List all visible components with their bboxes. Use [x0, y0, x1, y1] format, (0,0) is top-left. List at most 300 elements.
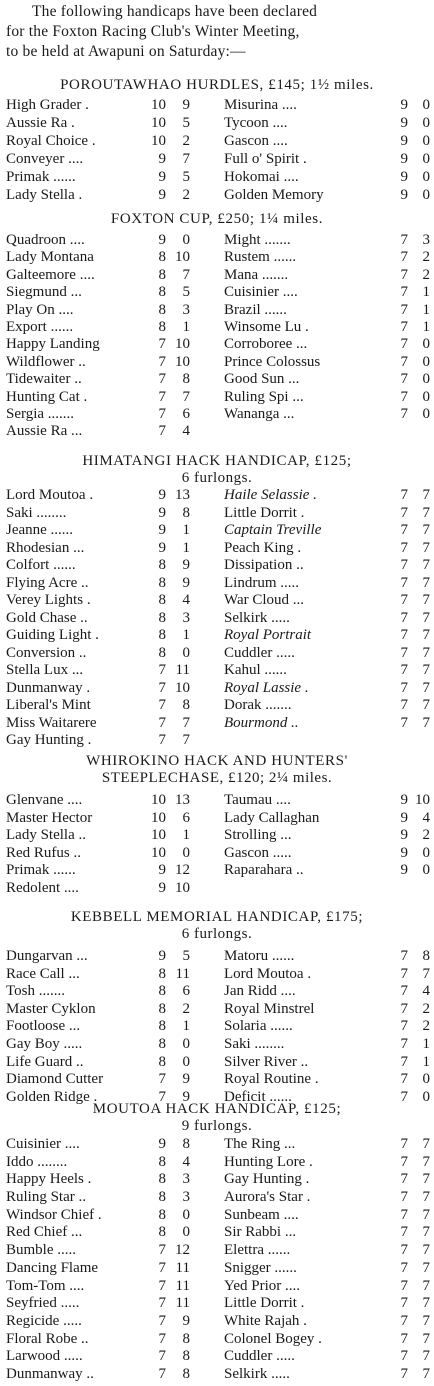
horse-name: Primak ...... — [6, 862, 76, 878]
handicap-row — [6, 1224, 434, 1242]
weight-pounds: 1 — [422, 1053, 430, 1070]
weight-pounds: 7 — [422, 539, 430, 556]
handicap-row — [6, 1278, 434, 1296]
handicap-row — [6, 983, 434, 1001]
horse-name: Taumau .... — [224, 792, 291, 808]
weight-stones: 8 — [158, 609, 166, 626]
horse-name: Lindrum ..... — [224, 574, 299, 591]
section-title: WHIROKINO HACK AND HUNTERS' — [86, 753, 348, 769]
weight-stones: 10 — [151, 809, 166, 826]
horse-name: Solaria ...... — [224, 1018, 293, 1035]
weight-stones: 9 — [158, 187, 166, 203]
weight-stones: 7 — [400, 1365, 408, 1382]
horse-name: Tosh ....... — [6, 983, 65, 1000]
weight-stones: 7 — [158, 1312, 166, 1329]
handicap-row — [6, 1207, 434, 1225]
handicap-row — [6, 1260, 434, 1278]
horse-name: Footloose ... — [6, 1018, 81, 1035]
handicap-row — [6, 810, 434, 828]
weight-stones: 7 — [158, 353, 166, 370]
horse-name: Lady Stella .. — [6, 827, 86, 843]
weight-pounds: 7 — [422, 1153, 430, 1170]
handicap-row — [6, 232, 434, 249]
weight-stones: 9 — [158, 879, 166, 896]
weight-pounds: 7 — [422, 557, 430, 573]
horse-name: Aussie Ra . — [6, 115, 75, 131]
handicap-row — [6, 96, 434, 114]
horse-name: Strolling ... — [224, 827, 292, 843]
weight-stones: 10 — [151, 97, 166, 113]
section-subtitle: 6 furlongs. — [181, 926, 253, 942]
weight-pounds: 1 — [182, 627, 190, 643]
weight-stones: 7 — [400, 249, 408, 266]
weight-stones: 8 — [158, 965, 166, 982]
weight-pounds: 0 — [182, 232, 190, 248]
weight-stones: 7 — [158, 1088, 166, 1105]
weight-pounds: 9 — [182, 557, 190, 573]
handicap-list — [6, 232, 434, 441]
handicap-row — [6, 249, 434, 266]
weight-pounds: 8 — [182, 371, 190, 388]
weight-stones: 9 — [400, 809, 408, 826]
weight-pounds: 7 — [182, 388, 190, 405]
weight-stones: 7 — [400, 1259, 408, 1276]
weight-pounds: 10 — [175, 249, 190, 266]
weight-stones: 8 — [158, 318, 166, 335]
horse-name: Redolent .... — [6, 879, 79, 896]
weight-pounds: 8 — [182, 504, 190, 521]
weight-pounds: 2 — [182, 133, 190, 149]
weight-stones: 7 — [400, 983, 408, 1000]
horse-name: Ruling Star .. — [6, 1189, 87, 1206]
handicap-row — [6, 389, 434, 406]
weight-stones: 9 — [400, 862, 408, 878]
weight-pounds: 13 — [175, 487, 190, 503]
weight-pounds: 11 — [175, 1295, 190, 1312]
horse-name: Tycoon .... — [224, 115, 288, 131]
weight-pounds: 1 — [182, 522, 190, 538]
horse-name: Happy Landing — [6, 336, 100, 353]
horse-name: Selkirk ..... — [224, 609, 290, 626]
weight-pounds: 8 — [182, 1365, 190, 1382]
horse-name: Red Chief ... — [6, 1224, 83, 1241]
handicap-row — [6, 522, 434, 540]
weight-pounds: 9 — [182, 1071, 190, 1088]
handicap-row — [6, 1242, 434, 1260]
weight-pounds: 6 — [182, 983, 190, 1000]
horse-name: Peach King . — [224, 539, 302, 556]
horse-name: Gascon .... — [224, 133, 288, 149]
handicap-list — [6, 96, 434, 204]
handicap-row — [6, 1018, 434, 1036]
horse-name: Life Guard .. — [6, 1053, 84, 1070]
horse-name: Royal Choice . — [6, 133, 96, 149]
horse-name: Dunmanway . — [6, 679, 91, 696]
weight-pounds: 6 — [182, 809, 190, 826]
horse-name: Aurora's Star . — [224, 1189, 311, 1206]
weight-stones: 8 — [158, 1035, 166, 1052]
weight-stones: 7 — [400, 948, 408, 964]
horse-name: Misurina .... — [224, 97, 297, 113]
horse-name: Little Dorrit . — [224, 1295, 305, 1312]
weight-pounds: 10 — [175, 336, 190, 353]
weight-stones: 7 — [158, 405, 166, 422]
weight-stones: 7 — [400, 336, 408, 353]
weight-pounds: 8 — [182, 1136, 190, 1152]
horse-name: Verey Lights . — [6, 592, 91, 608]
weight-stones: 8 — [158, 1189, 166, 1206]
weight-stones: 7 — [400, 1330, 408, 1347]
weight-pounds: 7 — [422, 662, 430, 678]
section-subtitle: STEEPLECHASE, £120; 2¼ miles. — [101, 770, 333, 786]
weight-pounds: 2 — [422, 266, 430, 283]
section-title: KEBBELL MEMORIAL HANDICAP, £175; — [70, 909, 364, 925]
weight-pounds: 1 — [182, 539, 190, 556]
horse-name: Deficit ...... — [224, 1088, 292, 1105]
weight-stones: 7 — [400, 232, 408, 248]
weight-stones: 9 — [158, 862, 166, 878]
weight-pounds: 0 — [422, 844, 430, 861]
horse-name: Royal Lassie . — [224, 679, 309, 696]
handicap-list — [6, 792, 434, 897]
handicap-row — [6, 1189, 434, 1207]
weight-pounds: 9 — [182, 1088, 190, 1105]
handicap-row — [6, 845, 434, 863]
weight-pounds: 11 — [175, 1259, 190, 1276]
weight-stones: 7 — [400, 487, 408, 503]
horse-name: Hokomai .... — [224, 169, 299, 185]
intro-line-1: The following handicaps have been declared — [32, 3, 318, 20]
horse-name: Kahul ...... — [224, 662, 287, 678]
horse-name: Larwood ..... — [6, 1348, 83, 1365]
weight-pounds: 9 — [182, 97, 190, 113]
handicap-row — [6, 662, 434, 680]
weight-pounds: 5 — [182, 115, 190, 131]
weight-stones: 7 — [400, 1053, 408, 1070]
weight-pounds: 4 — [182, 592, 190, 608]
weight-stones: 8 — [158, 983, 166, 1000]
horse-name: Flying Acre .. — [6, 574, 89, 591]
weight-pounds: 2 — [422, 249, 430, 266]
horse-name: Good Sun ... — [224, 371, 300, 388]
horse-name: Master Hector — [6, 809, 93, 826]
weight-pounds: 7 — [422, 1224, 430, 1241]
horse-name: Cuddler ..... — [224, 1348, 295, 1365]
weight-pounds: 1 — [422, 1035, 430, 1052]
section-title: POROUTAWHAO HURDLES, £145; 1½ miles. — [60, 77, 374, 93]
weight-pounds: 11 — [175, 1277, 190, 1294]
weight-pounds: 7 — [422, 504, 430, 521]
handicap-row — [6, 319, 434, 336]
weight-stones: 7 — [158, 1277, 166, 1294]
weight-stones: 7 — [400, 1295, 408, 1312]
horse-name: Aussie Ra ... — [6, 423, 83, 440]
weight-pounds: 5 — [182, 284, 190, 301]
weight-stones: 7 — [400, 965, 408, 982]
horse-name: Lady Montana — [6, 249, 94, 266]
weight-stones: 10 — [151, 792, 166, 808]
weight-stones: 7 — [400, 1277, 408, 1294]
weight-stones: 7 — [158, 697, 166, 713]
weight-pounds: 0 — [422, 336, 430, 353]
intro-line-3: to be held at Awapuni on Saturday:— — [6, 43, 246, 60]
weight-pounds: 2 — [182, 1000, 190, 1017]
weight-pounds: 1 — [422, 301, 430, 318]
weight-stones: 9 — [400, 827, 408, 843]
weight-pounds: 7 — [422, 522, 430, 538]
weight-stones: 8 — [158, 301, 166, 318]
weight-stones: 7 — [158, 423, 166, 440]
horse-name: Race Call ... — [6, 965, 80, 982]
weight-stones: 7 — [400, 522, 408, 538]
horse-name: Primak ...... — [6, 169, 76, 185]
weight-pounds: 10 — [175, 679, 190, 696]
handicap-row — [6, 827, 434, 845]
weight-stones: 10 — [151, 827, 166, 843]
weight-stones: 9 — [158, 151, 166, 167]
weight-pounds: 4 — [422, 983, 430, 1000]
horse-name: Lord Moutoa . — [6, 487, 94, 503]
handicap-row — [6, 540, 434, 558]
handicap-row — [6, 371, 434, 388]
horse-name: Saki ........ — [6, 504, 67, 521]
weight-pounds: 0 — [182, 644, 190, 661]
weight-pounds: 0 — [182, 1206, 190, 1223]
horse-name: Red Rufus .. — [6, 844, 81, 861]
horse-name: Guiding Light . — [6, 627, 99, 643]
handicap-row — [6, 966, 434, 984]
handicap-row — [6, 1348, 434, 1366]
weight-stones: 7 — [400, 353, 408, 370]
handicap-row — [6, 680, 434, 698]
weight-stones: 8 — [158, 1053, 166, 1070]
horse-name: Conversion .. — [6, 644, 87, 661]
horse-name: Cuisinier .... — [224, 284, 298, 301]
horse-name: Sunbeam .... — [224, 1206, 299, 1223]
weight-stones: 8 — [158, 1018, 166, 1035]
weight-stones: 8 — [158, 574, 166, 591]
weight-pounds: 7 — [422, 714, 430, 731]
weight-pounds: 7 — [422, 627, 430, 643]
horse-name: Captain Treville — [224, 522, 322, 538]
weight-pounds: 0 — [182, 1053, 190, 1070]
weight-pounds: 7 — [422, 965, 430, 982]
weight-pounds: 2 — [422, 1000, 430, 1017]
weight-pounds: 7 — [422, 697, 430, 713]
weight-stones: 7 — [400, 539, 408, 556]
horse-name: Wildflower .. — [6, 353, 86, 370]
horse-name: Hunting Cat . — [6, 388, 88, 405]
weight-stones: 7 — [158, 679, 166, 696]
handicap-row — [6, 715, 434, 733]
handicap-row — [6, 862, 434, 880]
weight-pounds: 1 — [422, 284, 430, 301]
weight-stones: 7 — [400, 714, 408, 731]
weight-stones: 7 — [400, 1224, 408, 1241]
horse-name: Mana ....... — [224, 266, 289, 283]
weight-stones: 7 — [400, 1035, 408, 1052]
handicap-list — [6, 1136, 434, 1384]
weight-pounds: 0 — [422, 97, 430, 113]
weight-pounds: 10 — [175, 879, 190, 896]
weight-stones: 9 — [400, 115, 408, 131]
horse-name: Gold Chase .. — [6, 609, 88, 626]
horse-name: Galteemore .... — [6, 266, 95, 283]
weight-pounds: 8 — [182, 1330, 190, 1347]
horse-name: Gay Boy ..... — [6, 1035, 83, 1052]
weight-stones: 8 — [158, 557, 166, 573]
weight-pounds: 7 — [422, 1312, 430, 1329]
horse-name: Prince Colossus — [224, 353, 321, 370]
weight-stones: 8 — [158, 592, 166, 608]
weight-pounds: 0 — [422, 151, 430, 167]
weight-pounds: 0 — [422, 1071, 430, 1088]
weight-stones: 7 — [400, 301, 408, 318]
weight-pounds: 7 — [422, 1242, 430, 1259]
horse-name: Floral Robe .. — [6, 1330, 89, 1347]
horse-name: Matoru ...... — [224, 948, 295, 964]
horse-name: Dissipation .. — [224, 557, 304, 573]
weight-pounds: 7 — [422, 1259, 430, 1276]
horse-name: Gay Hunting . — [6, 732, 92, 748]
horse-name: Regicide ..... — [6, 1312, 82, 1329]
horse-name: Winsome Lu . — [224, 318, 309, 335]
weight-stones: 7 — [400, 1171, 408, 1188]
horse-name: Corroboree ... — [224, 336, 308, 353]
horse-name: War Cloud ... — [224, 592, 305, 608]
weight-pounds: 3 — [182, 609, 190, 626]
handicap-row — [6, 284, 434, 301]
weight-pounds: 7 — [422, 487, 430, 503]
weight-stones: 7 — [400, 1206, 408, 1223]
weight-stones: 9 — [400, 169, 408, 185]
horse-name: Diamond Cutter — [6, 1071, 104, 1088]
handicap-row — [6, 132, 434, 150]
weight-stones: 8 — [158, 1206, 166, 1223]
weight-pounds: 0 — [182, 844, 190, 861]
handicap-row — [6, 336, 434, 353]
horse-name: Miss Waitarere — [6, 714, 97, 731]
weight-pounds: 1 — [182, 1018, 190, 1035]
horse-name: Happy Heels . — [6, 1171, 92, 1188]
weight-pounds: 7 — [422, 1365, 430, 1382]
weight-stones: 7 — [400, 1136, 408, 1152]
weight-pounds: 5 — [182, 948, 190, 964]
horse-name: Saki ........ — [224, 1035, 285, 1052]
weight-stones: 8 — [158, 644, 166, 661]
weight-pounds: 5 — [182, 169, 190, 185]
handicap-row — [6, 732, 434, 750]
weight-stones: 10 — [151, 115, 166, 131]
handicap-row — [6, 1136, 434, 1154]
horse-name: Colfort ...... — [6, 557, 76, 573]
weight-pounds: 13 — [175, 792, 190, 808]
handicap-row — [6, 267, 434, 284]
handicap-row — [6, 592, 434, 610]
weight-pounds: 3 — [182, 1189, 190, 1206]
horse-name: High Grader . — [6, 97, 89, 113]
horse-name: Glenvane .... — [6, 792, 83, 808]
weight-stones: 7 — [400, 1242, 408, 1259]
weight-pounds: 0 — [182, 1224, 190, 1241]
section-title: MOUTOA HACK HANDICAP, £125; — [92, 1101, 342, 1117]
horse-name: Yed Prior .... — [224, 1277, 300, 1294]
weight-stones: 7 — [400, 1189, 408, 1206]
horse-name: Sir Rabbi ... — [224, 1224, 297, 1241]
weight-pounds: 0 — [422, 115, 430, 131]
horse-name: Royal Routine . — [224, 1071, 319, 1088]
handicap-row — [6, 792, 434, 810]
weight-pounds: 7 — [422, 1189, 430, 1206]
horse-name: Windsor Chief . — [6, 1206, 102, 1223]
weight-stones: 7 — [400, 1000, 408, 1017]
weight-pounds: 12 — [175, 862, 190, 878]
weight-stones: 9 — [158, 504, 166, 521]
weight-pounds: 7 — [182, 266, 190, 283]
weight-pounds: 10 — [175, 353, 190, 370]
weight-pounds: 3 — [422, 232, 430, 248]
weight-pounds: 12 — [175, 1242, 190, 1259]
handicap-row — [6, 610, 434, 628]
horse-name: Might ....... — [224, 232, 291, 248]
horse-name: Lady Stella . — [6, 187, 83, 203]
weight-stones: 7 — [400, 1088, 408, 1105]
weight-stones: 8 — [158, 1224, 166, 1241]
horse-name: Hunting Lore . — [224, 1153, 313, 1170]
horse-name: Cuddler ..... — [224, 644, 295, 661]
weight-pounds: 7 — [422, 574, 430, 591]
handicap-row — [6, 1295, 434, 1313]
weight-pounds: 2 — [182, 187, 190, 203]
horse-name: Gascon ..... — [224, 844, 292, 861]
weight-stones: 9 — [158, 948, 166, 964]
weight-stones: 8 — [158, 1000, 166, 1017]
weight-pounds: 0 — [422, 169, 430, 185]
weight-stones: 9 — [158, 539, 166, 556]
horse-name: Elettra ...... — [224, 1242, 291, 1259]
horse-name: The Ring ... — [224, 1136, 296, 1152]
weight-stones: 7 — [400, 1018, 408, 1035]
weight-pounds: 4 — [182, 423, 190, 440]
weight-stones: 7 — [400, 662, 408, 678]
horse-name: Sergia ....... — [6, 405, 75, 422]
handicap-list — [6, 948, 434, 1106]
horse-name: Liberal's Mint — [6, 697, 91, 713]
handicap-list — [6, 487, 434, 750]
weight-pounds: 0 — [422, 133, 430, 149]
horse-name: Wananga ... — [224, 405, 295, 422]
weight-pounds: 7 — [422, 1295, 430, 1312]
horse-name: Lord Moutoa . — [224, 965, 312, 982]
weight-pounds: 7 — [182, 714, 190, 731]
handicap-row — [6, 150, 434, 168]
weight-pounds: 7 — [422, 609, 430, 626]
horse-name: Dungarvan ... — [6, 948, 88, 964]
weight-pounds: 7 — [422, 679, 430, 696]
horse-name: Tom-Tom .... — [6, 1277, 85, 1294]
weight-stones: 7 — [158, 1295, 166, 1312]
horse-name: Raparahara .. — [224, 862, 304, 878]
weight-stones: 7 — [400, 1153, 408, 1170]
horse-name: Little Dorrit . — [224, 504, 305, 521]
section-title: FOXTON CUP, £250; 1¼ miles. — [110, 211, 324, 227]
weight-pounds: 0 — [422, 353, 430, 370]
weight-pounds: 6 — [182, 405, 190, 422]
horse-name: Seyfried ..... — [6, 1295, 80, 1312]
weight-stones: 7 — [158, 371, 166, 388]
weight-stones: 7 — [400, 557, 408, 573]
weight-pounds: 7 — [422, 1330, 430, 1347]
